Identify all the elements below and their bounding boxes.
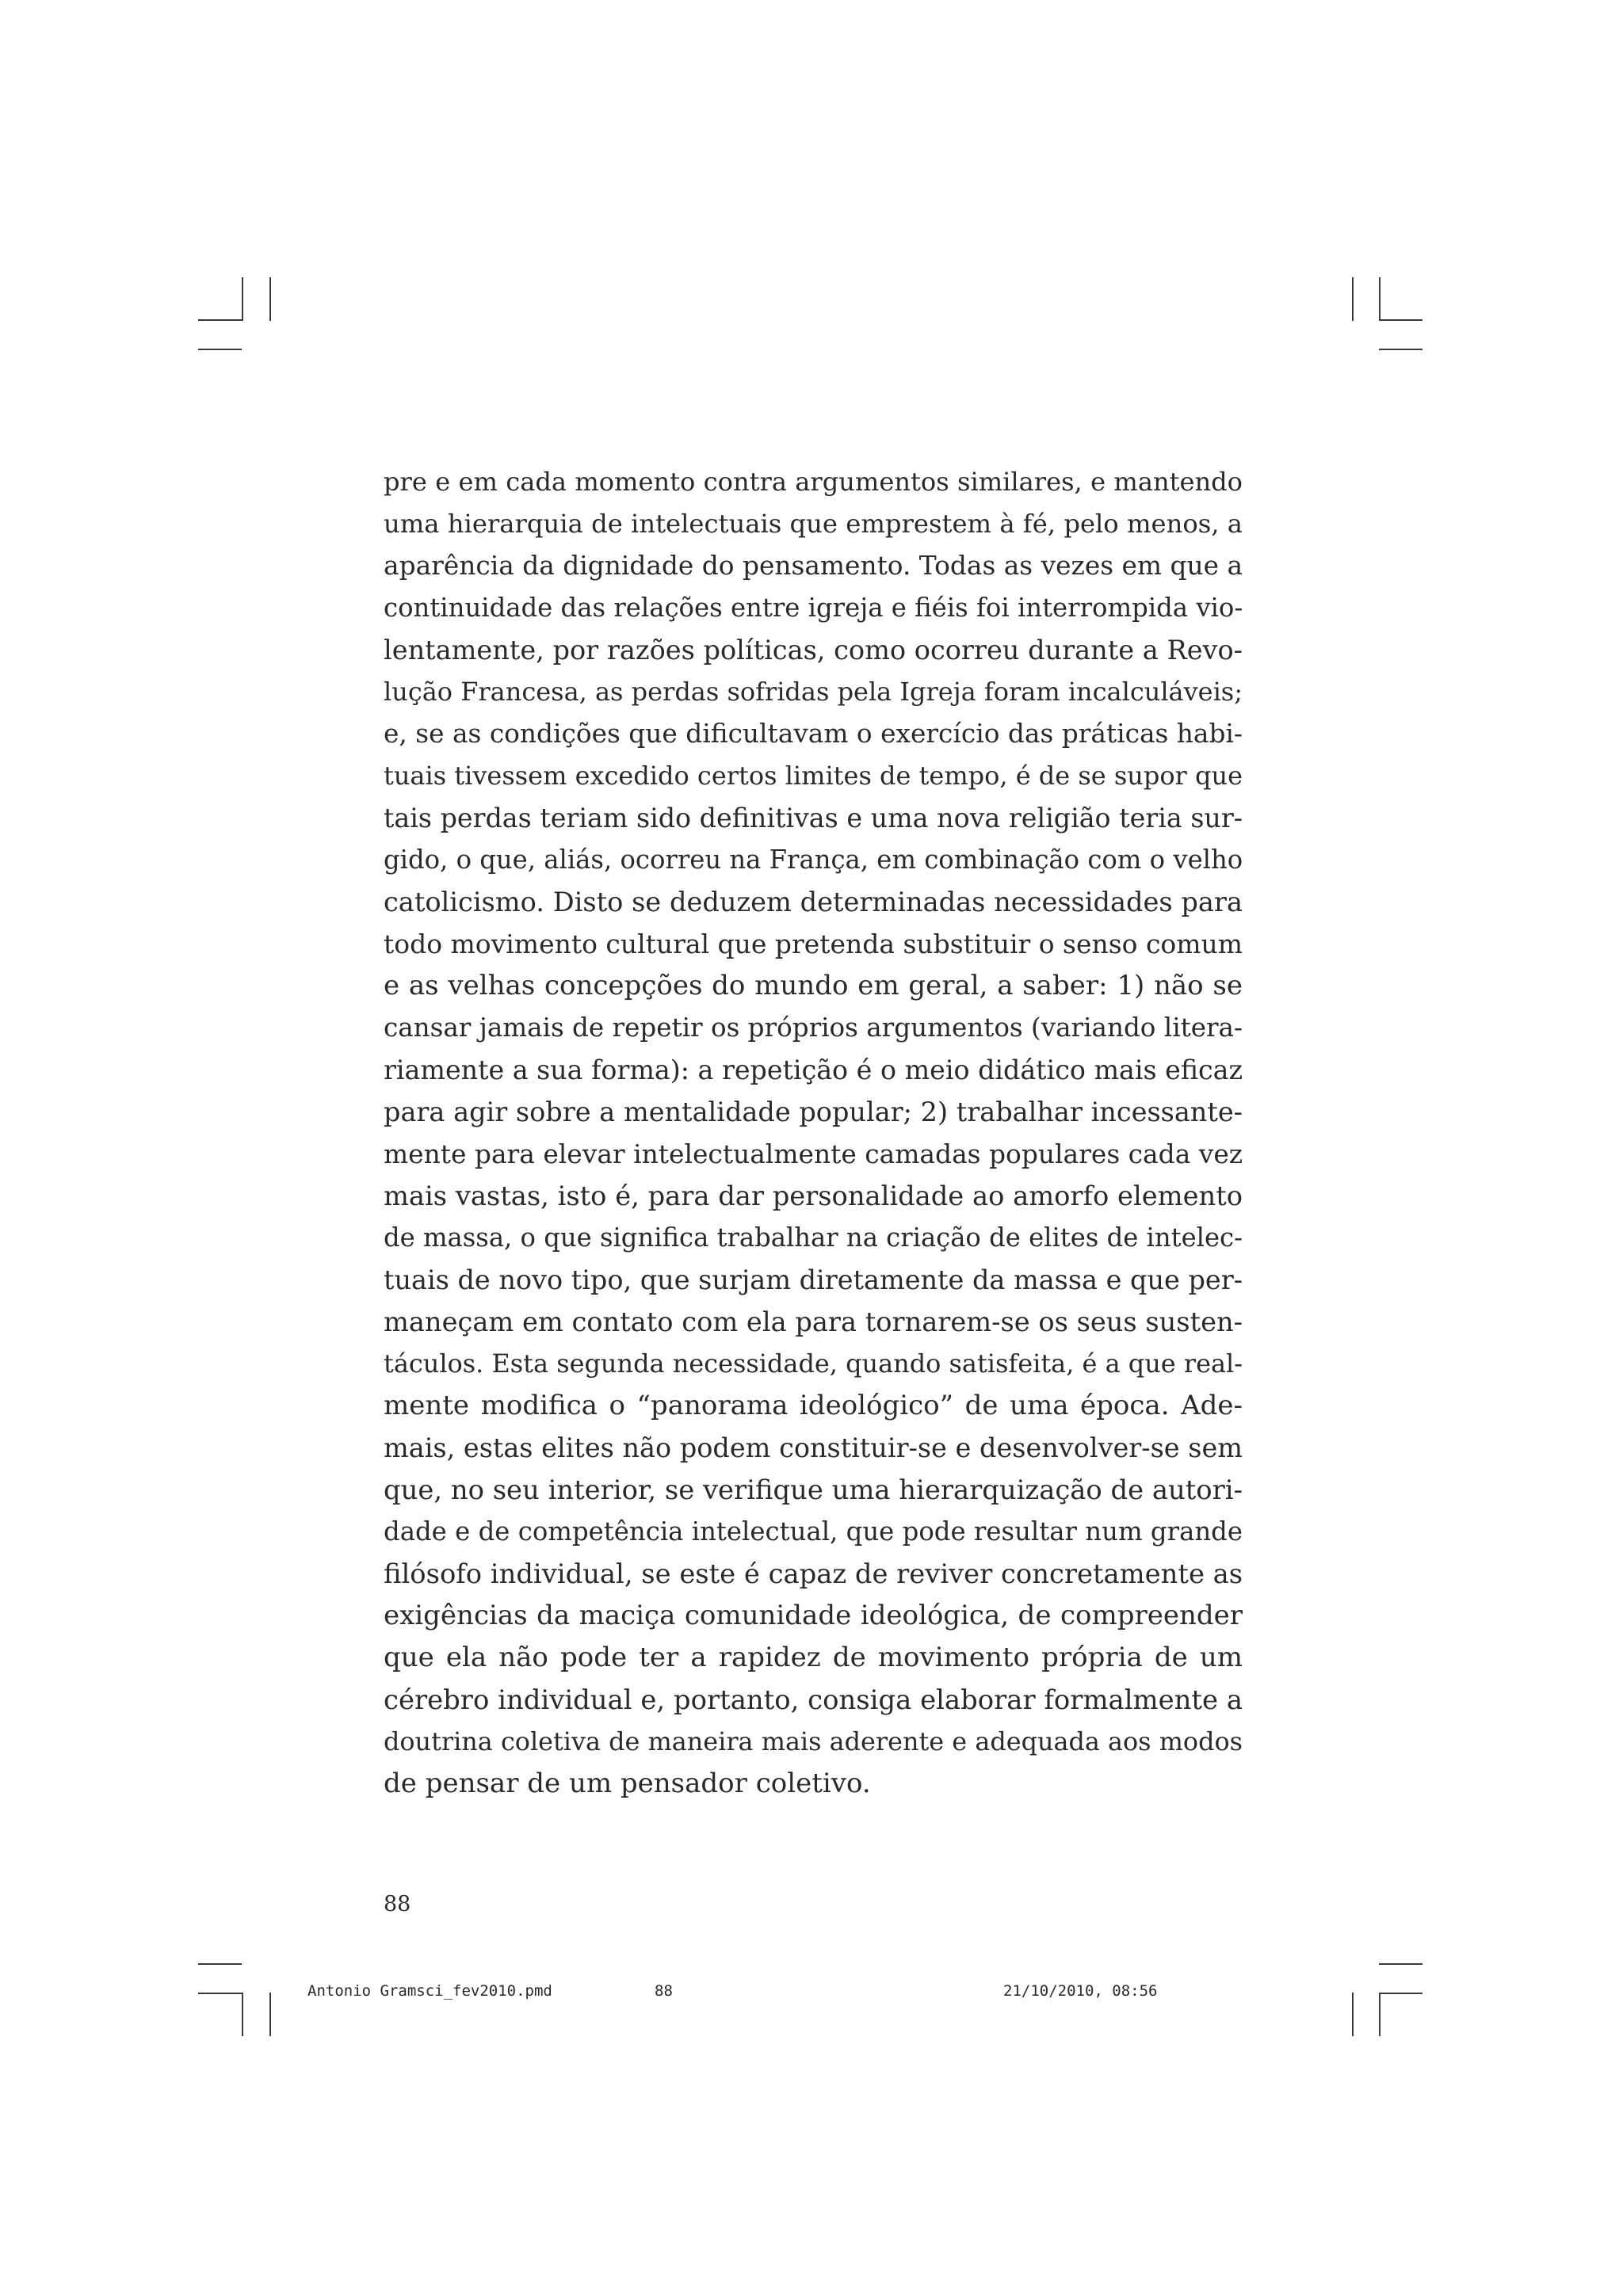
- crop-mark: [1352, 1993, 1354, 2036]
- text-line: continuidade das relações entre igreja e fiéis foi interrompida vio-: [384, 593, 1243, 623]
- text-line: para agir sobre a mentalidade popular; 2) trabalhar incessante-: [384, 1097, 1243, 1127]
- text-line: filósofo individual, se este é capaz de reviver concretamente as: [384, 1558, 1243, 1589]
- text-line: mais vastas, isto é, para dar personalidade ao amorfo elemento: [384, 1180, 1243, 1211]
- text-line: catolicismo. Disto se deduzem determinadas necessidades para: [384, 887, 1243, 917]
- text-line: uma hierarquia de intelectuais que emprestem à fé, pelo menos, a: [384, 509, 1243, 539]
- page-number: 88: [384, 1892, 411, 1917]
- text-line: pre e em cada momento contra argumentos similares, e mantendo: [384, 467, 1243, 497]
- crop-mark: [198, 1963, 242, 1965]
- body-paragraph: [384, 461, 1243, 1805]
- text-line: táculos. Esta segunda necessidade, quando satisfeita, é a que real-: [384, 1348, 1243, 1379]
- text-line: maneçam em contato com ela para tornarem-se os seus susten-: [384, 1306, 1243, 1337]
- crop-mark: [242, 277, 243, 321]
- text-line: exigências da maciça comunidade ideológica, de compreender: [384, 1600, 1243, 1631]
- crop-mark: [1379, 349, 1423, 350]
- crop-mark: [269, 277, 271, 321]
- crop-mark: [269, 1993, 271, 2036]
- text-line: cérebro individual e, portanto, consiga elaborar formalmente a: [384, 1684, 1243, 1715]
- crop-mark: [1379, 1993, 1381, 2036]
- text-line: doutrina coletiva de maneira mais aderente e adequada aos modos: [384, 1726, 1243, 1756]
- text-line: mente para elevar intelectualmente camadas populares cada vez: [384, 1138, 1243, 1169]
- crop-mark: [1379, 319, 1423, 321]
- crop-mark: [198, 1993, 242, 1994]
- crop-mark: [1379, 277, 1381, 321]
- text-line: que, no seu interior, se verifique uma hierarquização de autori-: [384, 1474, 1243, 1505]
- text-line: dade e de competência intelectual, que pode resultar num grande: [384, 1516, 1243, 1547]
- slug-page: 88: [655, 1982, 673, 2000]
- text-line: tuais de novo tipo, que surjam diretamente da massa e que per-: [384, 1264, 1243, 1295]
- text-line: lentamente, por razões políticas, como ocorreu durante a Revo-: [384, 635, 1243, 666]
- crop-mark: [242, 1993, 243, 2036]
- text-line: gido, o que, aliás, ocorreu na França, em combinação com o velho: [384, 845, 1243, 875]
- text-line: aparência da dignidade do pensamento. Todas as vezes em que a: [384, 551, 1243, 581]
- text-line: de pensar de um pensador coletivo.: [384, 1768, 871, 1799]
- text-line: mais, estas elites não podem constituir-se e desenvolver-se sem: [384, 1432, 1243, 1463]
- slug-filename: Antonio Gramsci_fev2010.pmd: [307, 1982, 552, 2000]
- text-line: que ela não pode ter a rapidez de movimento própria de um: [384, 1642, 1243, 1673]
- text-line: cansar jamais de repetir os próprios argumentos (variando litera-: [384, 1013, 1243, 1043]
- text-line: todo movimento cultural que pretenda substituir o senso comum: [384, 929, 1243, 959]
- text-line: tuais tivessem excedido certos limites de tempo, é de se supor que: [384, 761, 1243, 791]
- text-line: lução Francesa, as perdas sofridas pela Igreja foram incalculáveis;: [384, 677, 1243, 707]
- crop-mark: [198, 349, 242, 350]
- crop-mark: [198, 319, 242, 321]
- text-line: e as velhas concepções do mundo em geral, a saber: 1) não se: [384, 970, 1243, 1001]
- slug-datetime: 21/10/2010, 08:56: [1003, 1982, 1158, 2000]
- text-line: mente modifica o “panorama ideológico” de uma época. Ade-: [384, 1390, 1243, 1421]
- text-line: riamente a sua forma): a repetição é o meio didático mais eficaz: [384, 1055, 1243, 1085]
- text-line: tais perdas teriam sido definitivas e uma nova religião teria sur-: [384, 803, 1243, 833]
- crop-mark: [1379, 1963, 1423, 1965]
- crop-mark: [1352, 277, 1354, 321]
- crop-mark: [1379, 1993, 1423, 1994]
- text-line: de massa, o que significa trabalhar na criação de elites de intelec-: [384, 1222, 1243, 1253]
- text-line: e, se as condições que dificultavam o exercício das práticas habi-: [384, 719, 1243, 749]
